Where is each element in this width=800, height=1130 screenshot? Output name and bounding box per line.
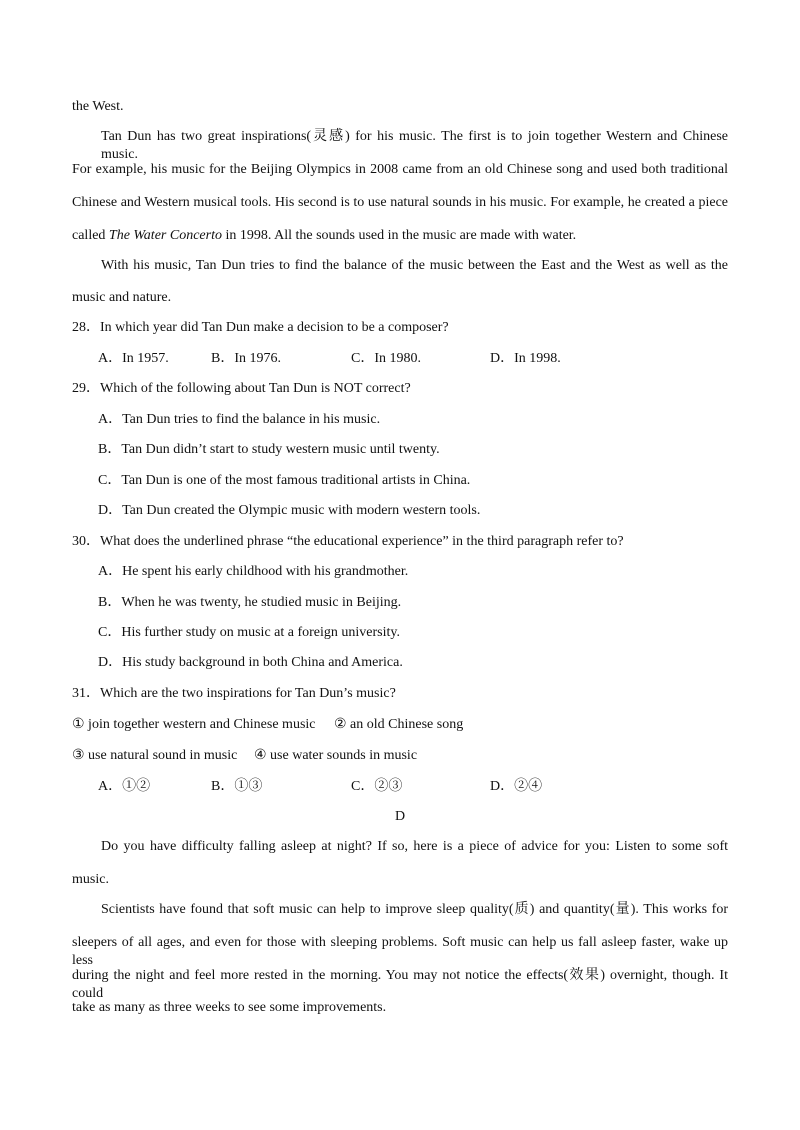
question-28-options: [98, 350, 658, 368]
passage-c-para2-line3: Chinese and Western musical tools. His second is to use natural sounds in his music. For example, he created a piece: [72, 195, 728, 210]
question-31-options: [98, 778, 658, 796]
q29-option-a[interactable]: A．Tan Dun tries to find the balance in his music.: [98, 412, 381, 427]
question-31-stem: 31．Which are the two inspirations for Tan Dun’s music?: [72, 686, 396, 701]
q29-option-d[interactable]: D．Tan Dun created the Olympic music with modern western tools.: [98, 503, 481, 518]
q31-items-row2: [72, 747, 572, 765]
q31-option-b[interactable]: B．①③: [211, 779, 263, 794]
q28-option-d[interactable]: D．In 1998.: [490, 351, 561, 366]
q30-option-b[interactable]: B．When he was twenty, he studied music in Beijing.: [98, 595, 402, 610]
passage-d-para1-line2: music.: [72, 872, 109, 887]
q31-item-4: ④ use water sounds in music: [254, 748, 418, 763]
q29-option-c[interactable]: C．Tan Dun is one of the most famous traditional artists in China.: [98, 473, 471, 488]
q30-option-c[interactable]: C．His further study on music at a foreign university.: [98, 625, 400, 640]
passage-c-continuation: the West.: [72, 99, 124, 114]
q28-option-a[interactable]: A．In 1957.: [98, 351, 169, 366]
passage-d-para2-line1: Scientists have found that soft music can help to improve sleep quality(质) and quantity(量). This works for: [101, 902, 728, 917]
q31-option-c[interactable]: C．②③: [351, 779, 403, 794]
q31-option-a[interactable]: A．①②: [98, 779, 151, 794]
q28-option-b[interactable]: B．In 1976.: [211, 351, 281, 366]
work-title: The Water Concerto: [108, 228, 222, 243]
q28-option-c[interactable]: C．In 1980.: [351, 351, 421, 366]
q29-option-b[interactable]: B．Tan Dun didn’t start to study western music until twenty.: [98, 442, 440, 457]
q31-item-2: ② an old Chinese song: [334, 717, 464, 732]
passage-c-para2-line1: Tan Dun has two great inspirations(灵感) for his music. The first is to join together Western and Chinese music.: [101, 129, 728, 162]
passage-c-para3-line1: With his music, Tan Dun tries to find the balance of the music between the East and the West as well as the: [101, 258, 728, 273]
q31-item-1: ① join together western and Chinese music: [72, 717, 316, 732]
question-28-stem: 28．In which year did Tan Dun make a decision to be a composer?: [72, 320, 449, 335]
passage-c-para2-line4: [72, 227, 576, 245]
question-30-stem: 30．What does the underlined phrase “the educational experience” in the third paragraph refer to?: [72, 534, 624, 549]
passage-d-para2-line2: sleepers of all ages, and even for those with sleeping problems. Soft music can help us fall asleep faster, wake up less: [72, 935, 728, 968]
q31-items-row1: [72, 716, 572, 734]
passage-d-para2-line3: during the night and feel more rested in the morning. You may not notice the effects(效果) overnight, though. It could: [72, 968, 728, 1001]
line4-pre: called: [72, 228, 109, 243]
passage-c-para3-line2: music and nature.: [72, 290, 172, 305]
q31-item-3: ③ use natural sound in music: [72, 748, 238, 763]
question-29-stem: 29．Which of the following about Tan Dun is NOT correct?: [72, 381, 411, 396]
q30-option-a[interactable]: A．He spent his early childhood with his grandmother.: [98, 564, 409, 579]
passage-d-para2-line4: take as many as three weeks to see some improvements.: [72, 1000, 387, 1015]
q30-option-d[interactable]: D．His study background in both China and America.: [98, 655, 403, 670]
q31-option-d[interactable]: D．②④: [490, 779, 543, 794]
line4-post: in 1998. All the sounds used in the music are made with water.: [225, 228, 577, 243]
passage-c-para2-line2: For example, his music for the Beijing Olympics in 2008 came from an old Chinese song and used both traditional: [72, 162, 728, 177]
passage-d-para1-line1: Do you have difficulty falling asleep at night? If so, here is a piece of advice for you: Listen to some soft: [101, 839, 728, 854]
passage-d-heading: D: [394, 809, 406, 824]
